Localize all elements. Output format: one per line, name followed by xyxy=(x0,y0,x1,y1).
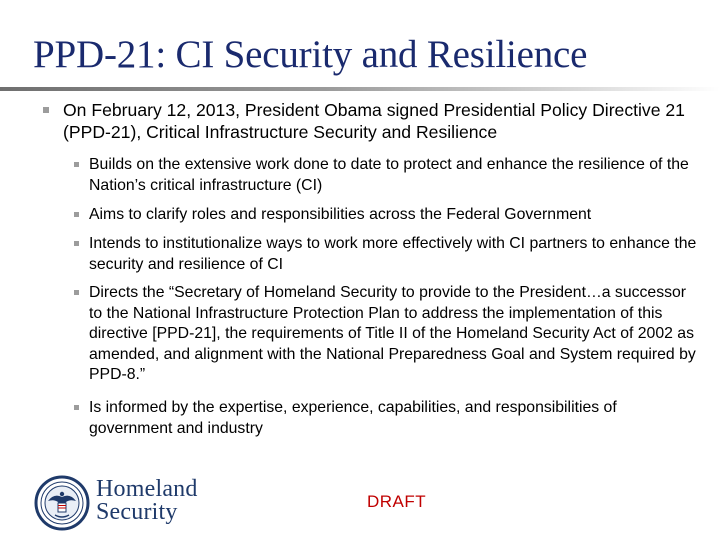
logo-line-2: Security xyxy=(96,499,178,525)
bullet-square-icon xyxy=(74,212,79,217)
slide-title: PPD-21: CI Security and Resilience xyxy=(33,33,588,76)
draft-label: DRAFT xyxy=(367,492,427,511)
bullet-square-icon xyxy=(74,241,79,246)
sub-bullet xyxy=(89,234,699,275)
sub-bullet-text: Is informed by the expertise, experience, capabilities, and responsibilities of government and industry xyxy=(89,399,617,437)
main-bullet xyxy=(63,99,703,143)
dhs-seal-icon xyxy=(34,475,90,531)
bullet-square-icon xyxy=(74,290,79,295)
sub-bullet-text: Directs the “Secretary of Homeland Security to provide to the President…a successor to the National Infrastructure Protection Plan to address the implementation of this directive [PPD-21], the requirements of Title II of the Homeland Security Act of 2002 as amended, and alignment with the National Preparedness Goal and System required by PPD-8.” xyxy=(89,284,696,384)
homeland-security-logo xyxy=(34,475,234,531)
bullet-square-icon xyxy=(74,162,79,167)
sub-bullet-text: Intends to institutionalize ways to work more effectively with CI partners to enhance the security and resilience of CI xyxy=(89,235,697,273)
sub-bullet xyxy=(89,283,699,386)
logo-line-1: Homeland xyxy=(96,476,198,502)
sub-bullet xyxy=(89,205,699,226)
bullet-square-icon xyxy=(43,107,49,113)
sub-bullet xyxy=(89,398,699,439)
title-divider xyxy=(0,87,720,91)
main-bullet-text: On February 12, 2013, President Obama signed Presidential Policy Directive 21 (PPD-21), Critical Infrastructure Security and Resilience xyxy=(63,100,685,142)
sub-bullet xyxy=(89,155,699,196)
bullet-square-icon xyxy=(74,405,79,410)
sub-bullet-text: Aims to clarify roles and responsibilities across the Federal Government xyxy=(89,206,592,223)
sub-bullet-text: Builds on the extensive work done to date to protect and enhance the resilience of the Nation’s critical infrastructure (CI) xyxy=(89,156,689,194)
logo-wordmark xyxy=(96,478,198,524)
